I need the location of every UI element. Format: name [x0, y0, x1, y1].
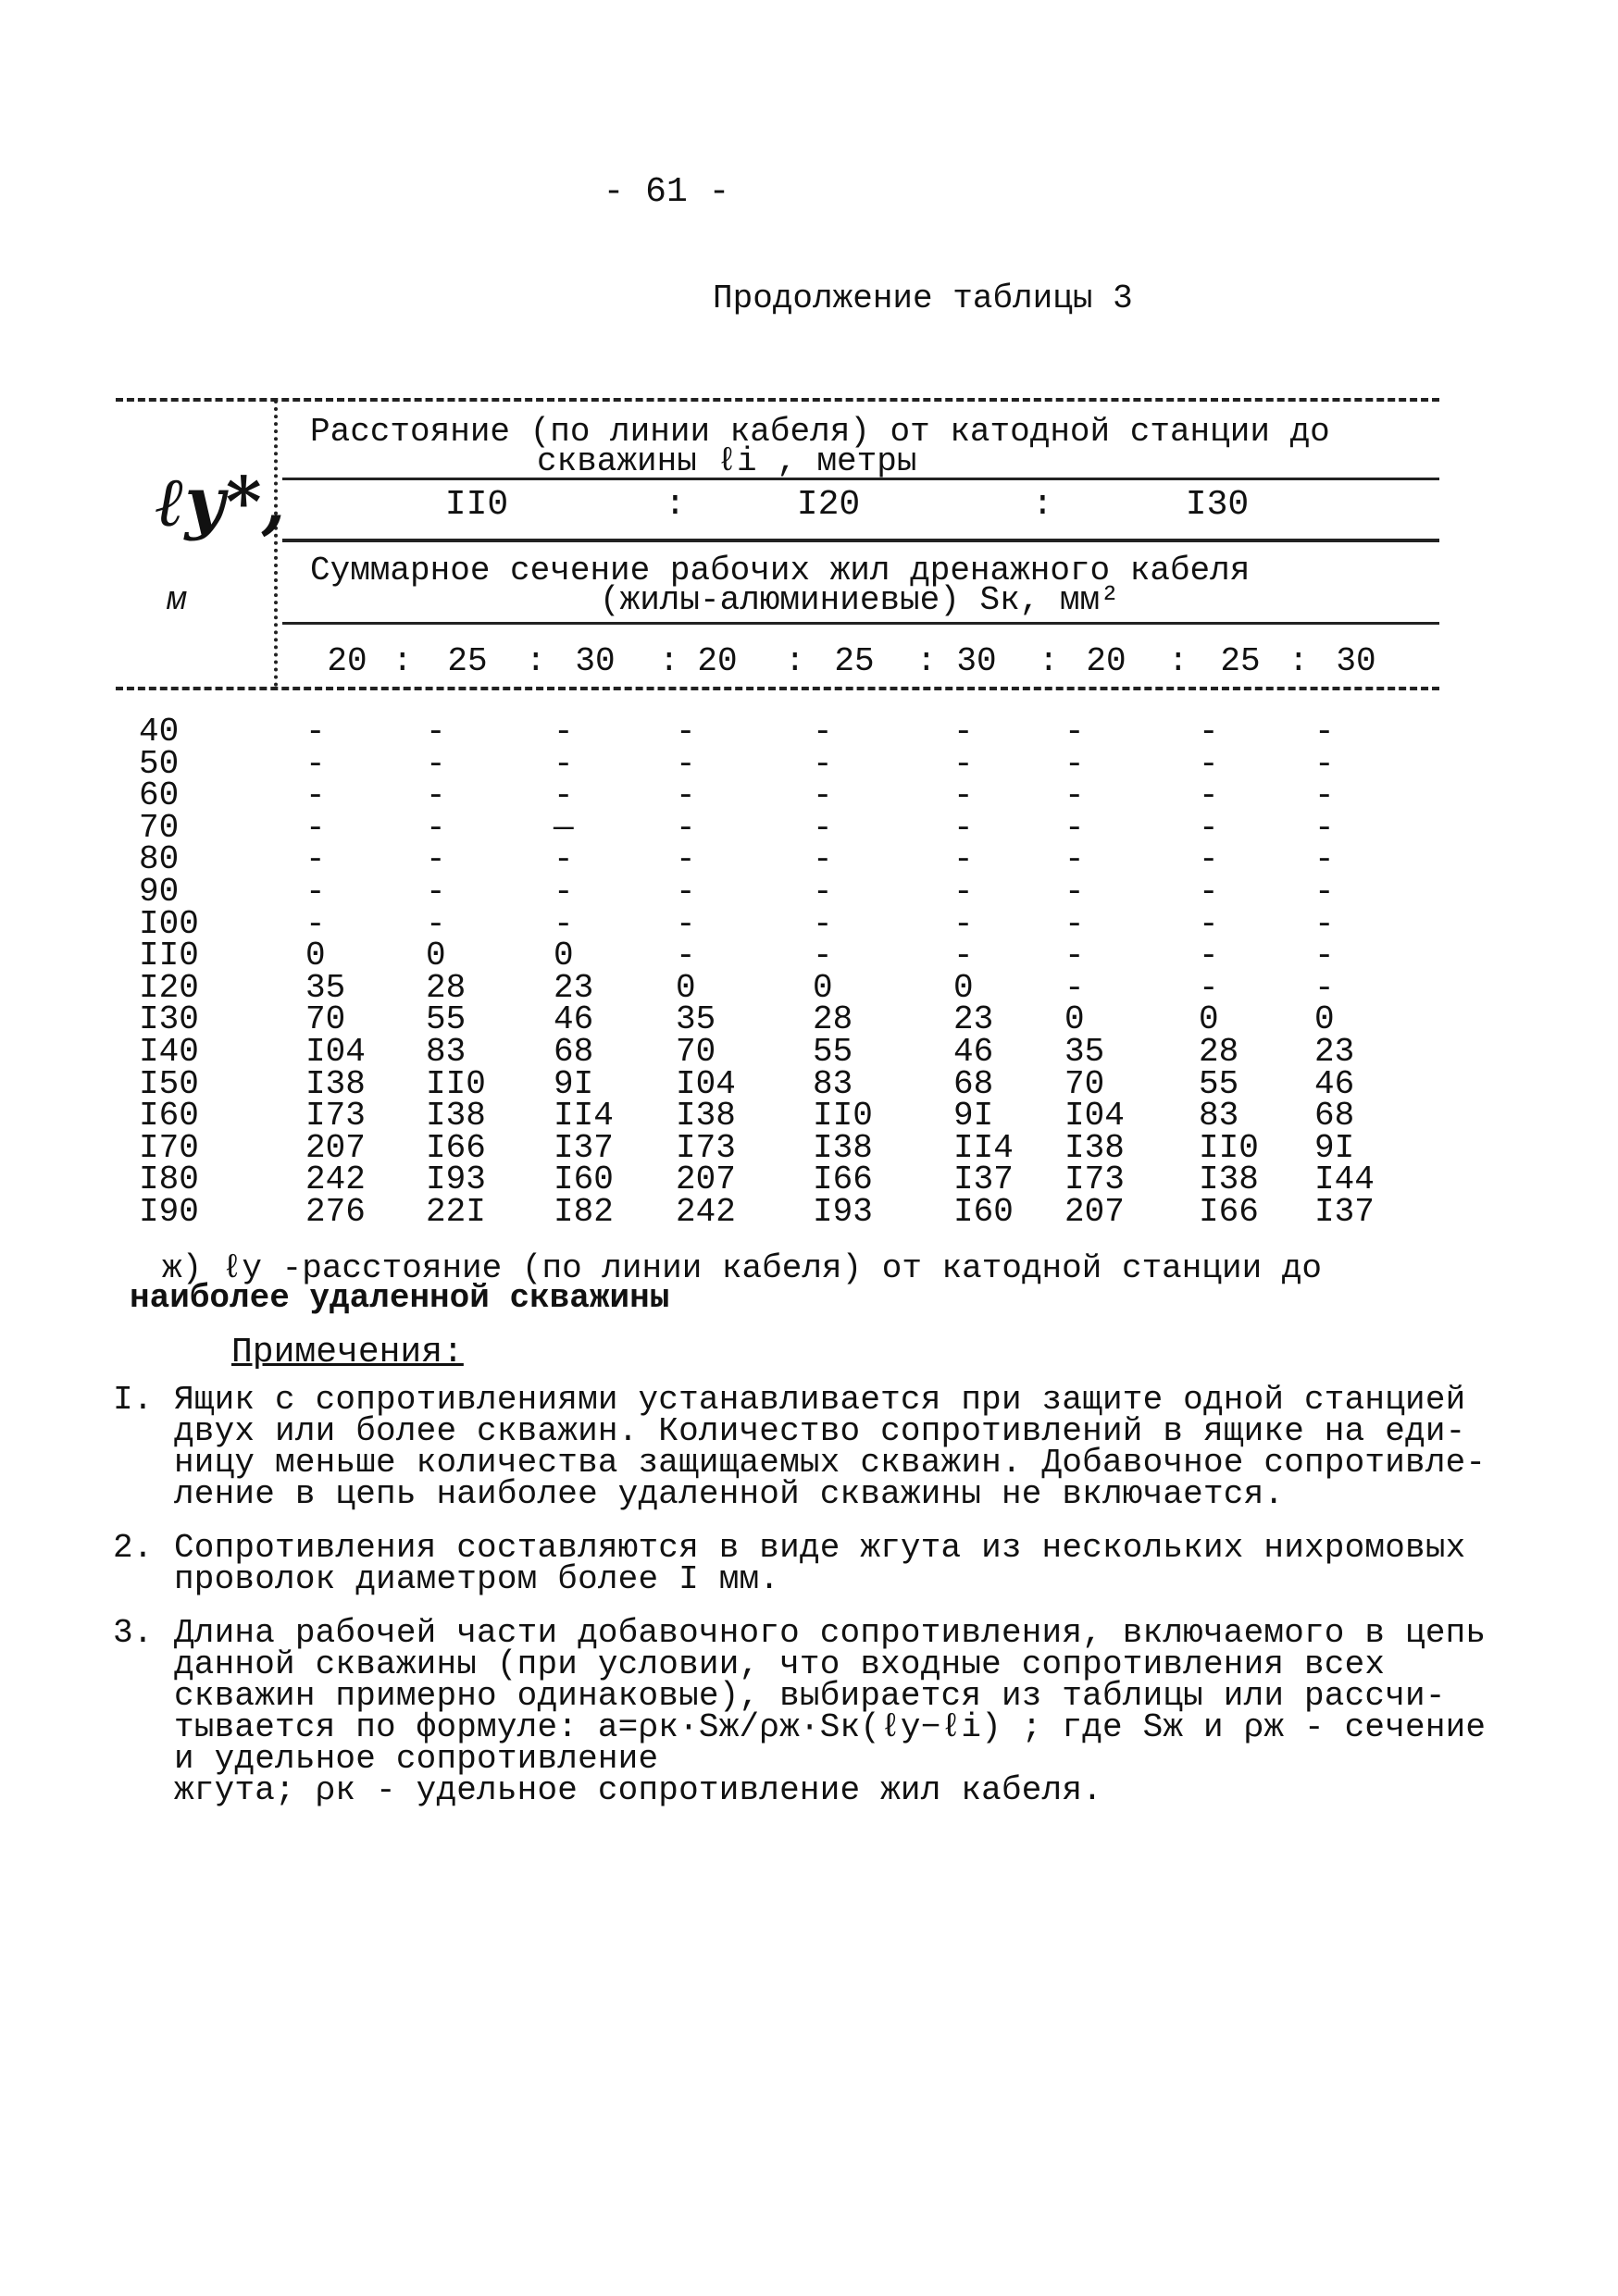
table-cell: I73 — [305, 1097, 366, 1135]
sub-col-separator: : — [1288, 642, 1309, 680]
table-cell: I82 — [554, 1193, 614, 1231]
table-cell: I04 — [676, 1065, 736, 1103]
table-cell: II4 — [953, 1129, 1014, 1167]
sub-col-separator: : — [659, 642, 679, 680]
table-cell: - — [1064, 713, 1085, 751]
note-line: и удельное сопротивление — [174, 1740, 659, 1778]
table-cell: 35 — [1064, 1033, 1105, 1071]
table-cell: - — [305, 776, 326, 814]
row-ly-value: I20 — [139, 969, 199, 1007]
table-cell: - — [305, 840, 326, 878]
table-cell: 242 — [305, 1160, 366, 1198]
table-cell: I66 — [426, 1129, 486, 1167]
table-cell: II0 — [1199, 1129, 1259, 1167]
note-line: Ящик с сопротивлениями устанавливается при защите одной станцией — [174, 1381, 1466, 1419]
table-cell: I38 — [676, 1097, 736, 1135]
table-cell: 276 — [305, 1193, 366, 1231]
table-cell: - — [1314, 873, 1335, 911]
table-cell: - — [813, 809, 833, 847]
table-cell: 46 — [554, 1000, 594, 1038]
ly-symbol: ℓу*, — [156, 463, 286, 542]
table-cell: 83 — [426, 1033, 467, 1071]
table-cell: - — [1314, 776, 1335, 814]
footnote-line1: ж) ℓу -расстояние (по линии кабеля) от катодной станции до — [162, 1249, 1323, 1287]
table-cell: - — [1199, 745, 1219, 783]
table-cell: I66 — [813, 1160, 873, 1198]
table-cell: - — [953, 809, 974, 847]
ly-unit: м — [167, 581, 187, 619]
table-cell: 83 — [813, 1065, 853, 1103]
table-cell: - — [426, 840, 446, 878]
table-cell: I60 — [953, 1193, 1014, 1231]
table-cell: - — [1064, 840, 1085, 878]
table-cell: - — [426, 905, 446, 943]
table-cell: I04 — [1064, 1097, 1125, 1135]
notes-title: Примечения: — [231, 1333, 464, 1372]
table-cell: - — [1199, 776, 1219, 814]
group-separator: : — [1032, 485, 1053, 525]
row-ly-value: 70 — [139, 809, 180, 847]
table-continuation-caption: Продолжение таблицы 3 — [713, 279, 1133, 317]
table-cell: - — [813, 776, 833, 814]
table-cell: - — [676, 873, 696, 911]
table-cell: - — [1199, 969, 1219, 1007]
table-cell: 242 — [676, 1193, 736, 1231]
sub-col-header: 25 — [834, 642, 875, 680]
sub-col-separator: : — [526, 642, 546, 680]
sub-col-separator: : — [1039, 642, 1059, 680]
row-ly-value: I80 — [139, 1160, 199, 1198]
row-ly-value: I30 — [139, 1000, 199, 1038]
table-cell: 0 — [554, 937, 574, 974]
header-rule-2 — [282, 539, 1439, 542]
table-cell: - — [953, 937, 974, 974]
note-line: ницу меньше количества защищаемых скважин. Добавочное сопротивле- — [174, 1444, 1487, 1482]
table-cell: - — [813, 713, 833, 751]
table-cell: 0 — [953, 969, 974, 1007]
table-cell: - — [1199, 713, 1219, 751]
note-line: скважин примерно одинаковые), выбирается из таблицы или рассчи- — [174, 1677, 1446, 1715]
sub-col-separator: : — [916, 642, 937, 680]
page-number: - 61 - — [603, 172, 730, 212]
table-cell: - — [1064, 969, 1085, 1007]
row-ly-value: 60 — [139, 776, 180, 814]
table-cell: - — [426, 873, 446, 911]
table-cell: - — [1199, 905, 1219, 943]
table-cell: - — [813, 873, 833, 911]
group-separator: : — [665, 485, 686, 525]
table-cell: - — [676, 809, 696, 847]
row-ly-value: I90 — [139, 1193, 199, 1231]
table-cell: - — [813, 905, 833, 943]
note-line: данной скважины (при условии, что входные сопротивления всех — [174, 1645, 1386, 1683]
row-ly-value: I50 — [139, 1065, 199, 1103]
table-cell: I73 — [1064, 1160, 1125, 1198]
table-cell: 68 — [554, 1033, 594, 1071]
table-cell: 207 — [676, 1160, 736, 1198]
distance-header-line2: скважины ℓi , метры — [537, 442, 917, 480]
table-cell: - — [676, 745, 696, 783]
table-cell: I38 — [813, 1129, 873, 1167]
table-cell: - — [1064, 905, 1085, 943]
row-ly-value: I60 — [139, 1097, 199, 1135]
sub-col-separator: : — [785, 642, 805, 680]
table-cell: - — [676, 840, 696, 878]
table-cell: - — [676, 713, 696, 751]
table-cell: - — [953, 713, 974, 751]
table-cell: 35 — [305, 969, 346, 1007]
table-cell: - — [554, 776, 574, 814]
table-cell: - — [1199, 809, 1219, 847]
row-ly-value: 90 — [139, 873, 180, 911]
table-cell: 35 — [676, 1000, 716, 1038]
table-cell: 70 — [1064, 1065, 1105, 1103]
footnote-line2: наиболее удаленной скважины — [130, 1279, 670, 1317]
sub-col-header: 20 — [697, 642, 738, 680]
sub-col-header: 30 — [575, 642, 616, 680]
row-ly-value: II0 — [139, 937, 199, 974]
table-cell: 68 — [1314, 1097, 1355, 1135]
table-cell: - — [1199, 840, 1219, 878]
table-cell: I38 — [1064, 1129, 1125, 1167]
table-cell: - — [1314, 937, 1335, 974]
table-cell: - — [1064, 776, 1085, 814]
table-cell: - — [1064, 937, 1085, 974]
table-cell: 9I — [1314, 1129, 1355, 1167]
table-cell: - — [953, 840, 974, 878]
table-cell: - — [554, 713, 574, 751]
distance-header-line1: Расстояние (по линии кабеля) от катодной станции до — [310, 413, 1330, 451]
table-cell: 55 — [813, 1033, 853, 1071]
table-cell: - — [676, 905, 696, 943]
table-cell: - — [305, 809, 326, 847]
table-cell: 23 — [1314, 1033, 1355, 1071]
table-cell: 0 — [1064, 1000, 1085, 1038]
note-number: 2. — [113, 1529, 154, 1567]
table-cell: 28 — [1199, 1033, 1239, 1071]
table-cell: 70 — [676, 1033, 716, 1071]
row-ly-value: I40 — [139, 1033, 199, 1071]
table-cell: - — [1314, 713, 1335, 751]
table-cell: - — [953, 776, 974, 814]
table-cell: - — [554, 840, 574, 878]
table-cell: 83 — [1199, 1097, 1239, 1135]
table-cell: 0 — [426, 937, 446, 974]
table-cell: - — [1064, 809, 1085, 847]
table-cell: 55 — [426, 1000, 467, 1038]
table-cell: — — [554, 809, 574, 847]
table-cell: - — [813, 937, 833, 974]
table-cell: I38 — [1199, 1160, 1259, 1198]
table-cell: - — [554, 905, 574, 943]
table-cell: I73 — [676, 1129, 736, 1167]
table-cell: 0 — [676, 969, 696, 1007]
table-cell: - — [554, 873, 574, 911]
table-cell: 9I — [554, 1065, 594, 1103]
header-rule-3 — [282, 622, 1439, 625]
note-line: проволок диаметром более I мм. — [174, 1560, 780, 1598]
sub-col-separator: : — [392, 642, 413, 680]
table-cell: 68 — [953, 1065, 994, 1103]
table-cell: I93 — [426, 1160, 486, 1198]
note-line: тывается по формуле: a=ρк·Sж/ρж·Sк(ℓу−ℓi) ; где Sж и ρж - сечение — [174, 1708, 1487, 1746]
row-ly-value: I00 — [139, 905, 199, 943]
table-cell: 207 — [1064, 1193, 1125, 1231]
table-cell: - — [426, 776, 446, 814]
table-header-bottom-rule — [116, 687, 1439, 690]
table-cell: - — [426, 809, 446, 847]
table-cell: 0 — [813, 969, 833, 1007]
table-cell: I04 — [305, 1033, 366, 1071]
table-cell: II4 — [554, 1097, 614, 1135]
table-cell: I38 — [305, 1065, 366, 1103]
table-cell: I93 — [813, 1193, 873, 1231]
table-cell: - — [1314, 905, 1335, 943]
table-cell: - — [426, 713, 446, 751]
note-number: 3. — [113, 1614, 154, 1652]
table-cell: - — [305, 873, 326, 911]
note-line: Длина рабочей части добавочного сопротивления, включаемого в цепь — [174, 1614, 1487, 1652]
sub-col-header: 30 — [1336, 642, 1376, 680]
header-vertical-divider — [274, 400, 278, 687]
group-label-130: I30 — [1185, 485, 1250, 525]
table-cell: - — [1199, 873, 1219, 911]
note-number: I. — [113, 1381, 154, 1419]
table-cell: - — [1314, 840, 1335, 878]
table-cell: - — [305, 745, 326, 783]
table-cell: 46 — [953, 1033, 994, 1071]
table-cell: - — [953, 873, 974, 911]
table-cell: I38 — [426, 1097, 486, 1135]
table-cell: - — [676, 776, 696, 814]
sub-col-header: 30 — [956, 642, 997, 680]
table-cell: - — [554, 745, 574, 783]
table-cell: I60 — [554, 1160, 614, 1198]
table-cell: 23 — [953, 1000, 994, 1038]
table-cell: I66 — [1199, 1193, 1259, 1231]
table-cell: - — [953, 905, 974, 943]
sub-col-header: 20 — [1086, 642, 1126, 680]
header-rule-1 — [282, 478, 1439, 480]
table-cell: - — [426, 745, 446, 783]
row-ly-value: 80 — [139, 840, 180, 878]
table-cell: - — [676, 937, 696, 974]
table-cell: 70 — [305, 1000, 346, 1038]
note-line: Сопротивления составляются в виде жгута из нескольких нихромовых — [174, 1529, 1466, 1567]
sub-col-header: 25 — [1220, 642, 1261, 680]
sub-col-header: 20 — [327, 642, 367, 680]
note-line: двух или более скважин. Количество сопротивлений в ящике на еди- — [174, 1412, 1466, 1450]
sub-col-separator: : — [1168, 642, 1189, 680]
table-cell: - — [305, 905, 326, 943]
table-cell: 55 — [1199, 1065, 1239, 1103]
table-cell: 28 — [813, 1000, 853, 1038]
section-header-line1: Суммарное сечение рабочих жил дренажного кабеля — [310, 552, 1251, 590]
table-cell: - — [1199, 937, 1219, 974]
table-cell: - — [813, 745, 833, 783]
row-ly-value: 50 — [139, 745, 180, 783]
table-cell: 28 — [426, 969, 467, 1007]
table-cell: 0 — [1314, 1000, 1335, 1038]
row-ly-value: I70 — [139, 1129, 199, 1167]
row-ly-value: 40 — [139, 713, 180, 751]
table-cell: - — [1314, 809, 1335, 847]
group-label-120: I20 — [796, 485, 861, 525]
table-top-rule — [116, 398, 1439, 402]
section-header-line2: (жилы-алюминиевые) Sк, мм² — [600, 581, 1120, 619]
table-cell: - — [1314, 969, 1335, 1007]
table-cell: 0 — [1199, 1000, 1219, 1038]
table-cell: I37 — [1314, 1193, 1375, 1231]
table-cell: 207 — [305, 1129, 366, 1167]
note-line: ление в цепь наиболее удаленной скважины не включается. — [174, 1475, 1285, 1513]
table-cell: I37 — [953, 1160, 1014, 1198]
table-cell: 22I — [426, 1193, 486, 1231]
table-cell: II0 — [813, 1097, 873, 1135]
table-cell: 0 — [305, 937, 326, 974]
table-cell: - — [813, 840, 833, 878]
table-cell: - — [1314, 745, 1335, 783]
table-cell: 9I — [953, 1097, 994, 1135]
table-cell: - — [305, 713, 326, 751]
table-cell: - — [953, 745, 974, 783]
table-cell: I37 — [554, 1129, 614, 1167]
table-cell: - — [1064, 745, 1085, 783]
group-label-110: II0 — [444, 485, 509, 525]
table-cell: II0 — [426, 1065, 486, 1103]
note-line: жгута; ρк - удельное сопротивление жил кабеля. — [174, 1771, 1102, 1809]
table-cell: 46 — [1314, 1065, 1355, 1103]
table-cell: - — [1064, 873, 1085, 911]
sub-col-header: 25 — [447, 642, 488, 680]
table-cell: I44 — [1314, 1160, 1375, 1198]
table-cell: 23 — [554, 969, 594, 1007]
